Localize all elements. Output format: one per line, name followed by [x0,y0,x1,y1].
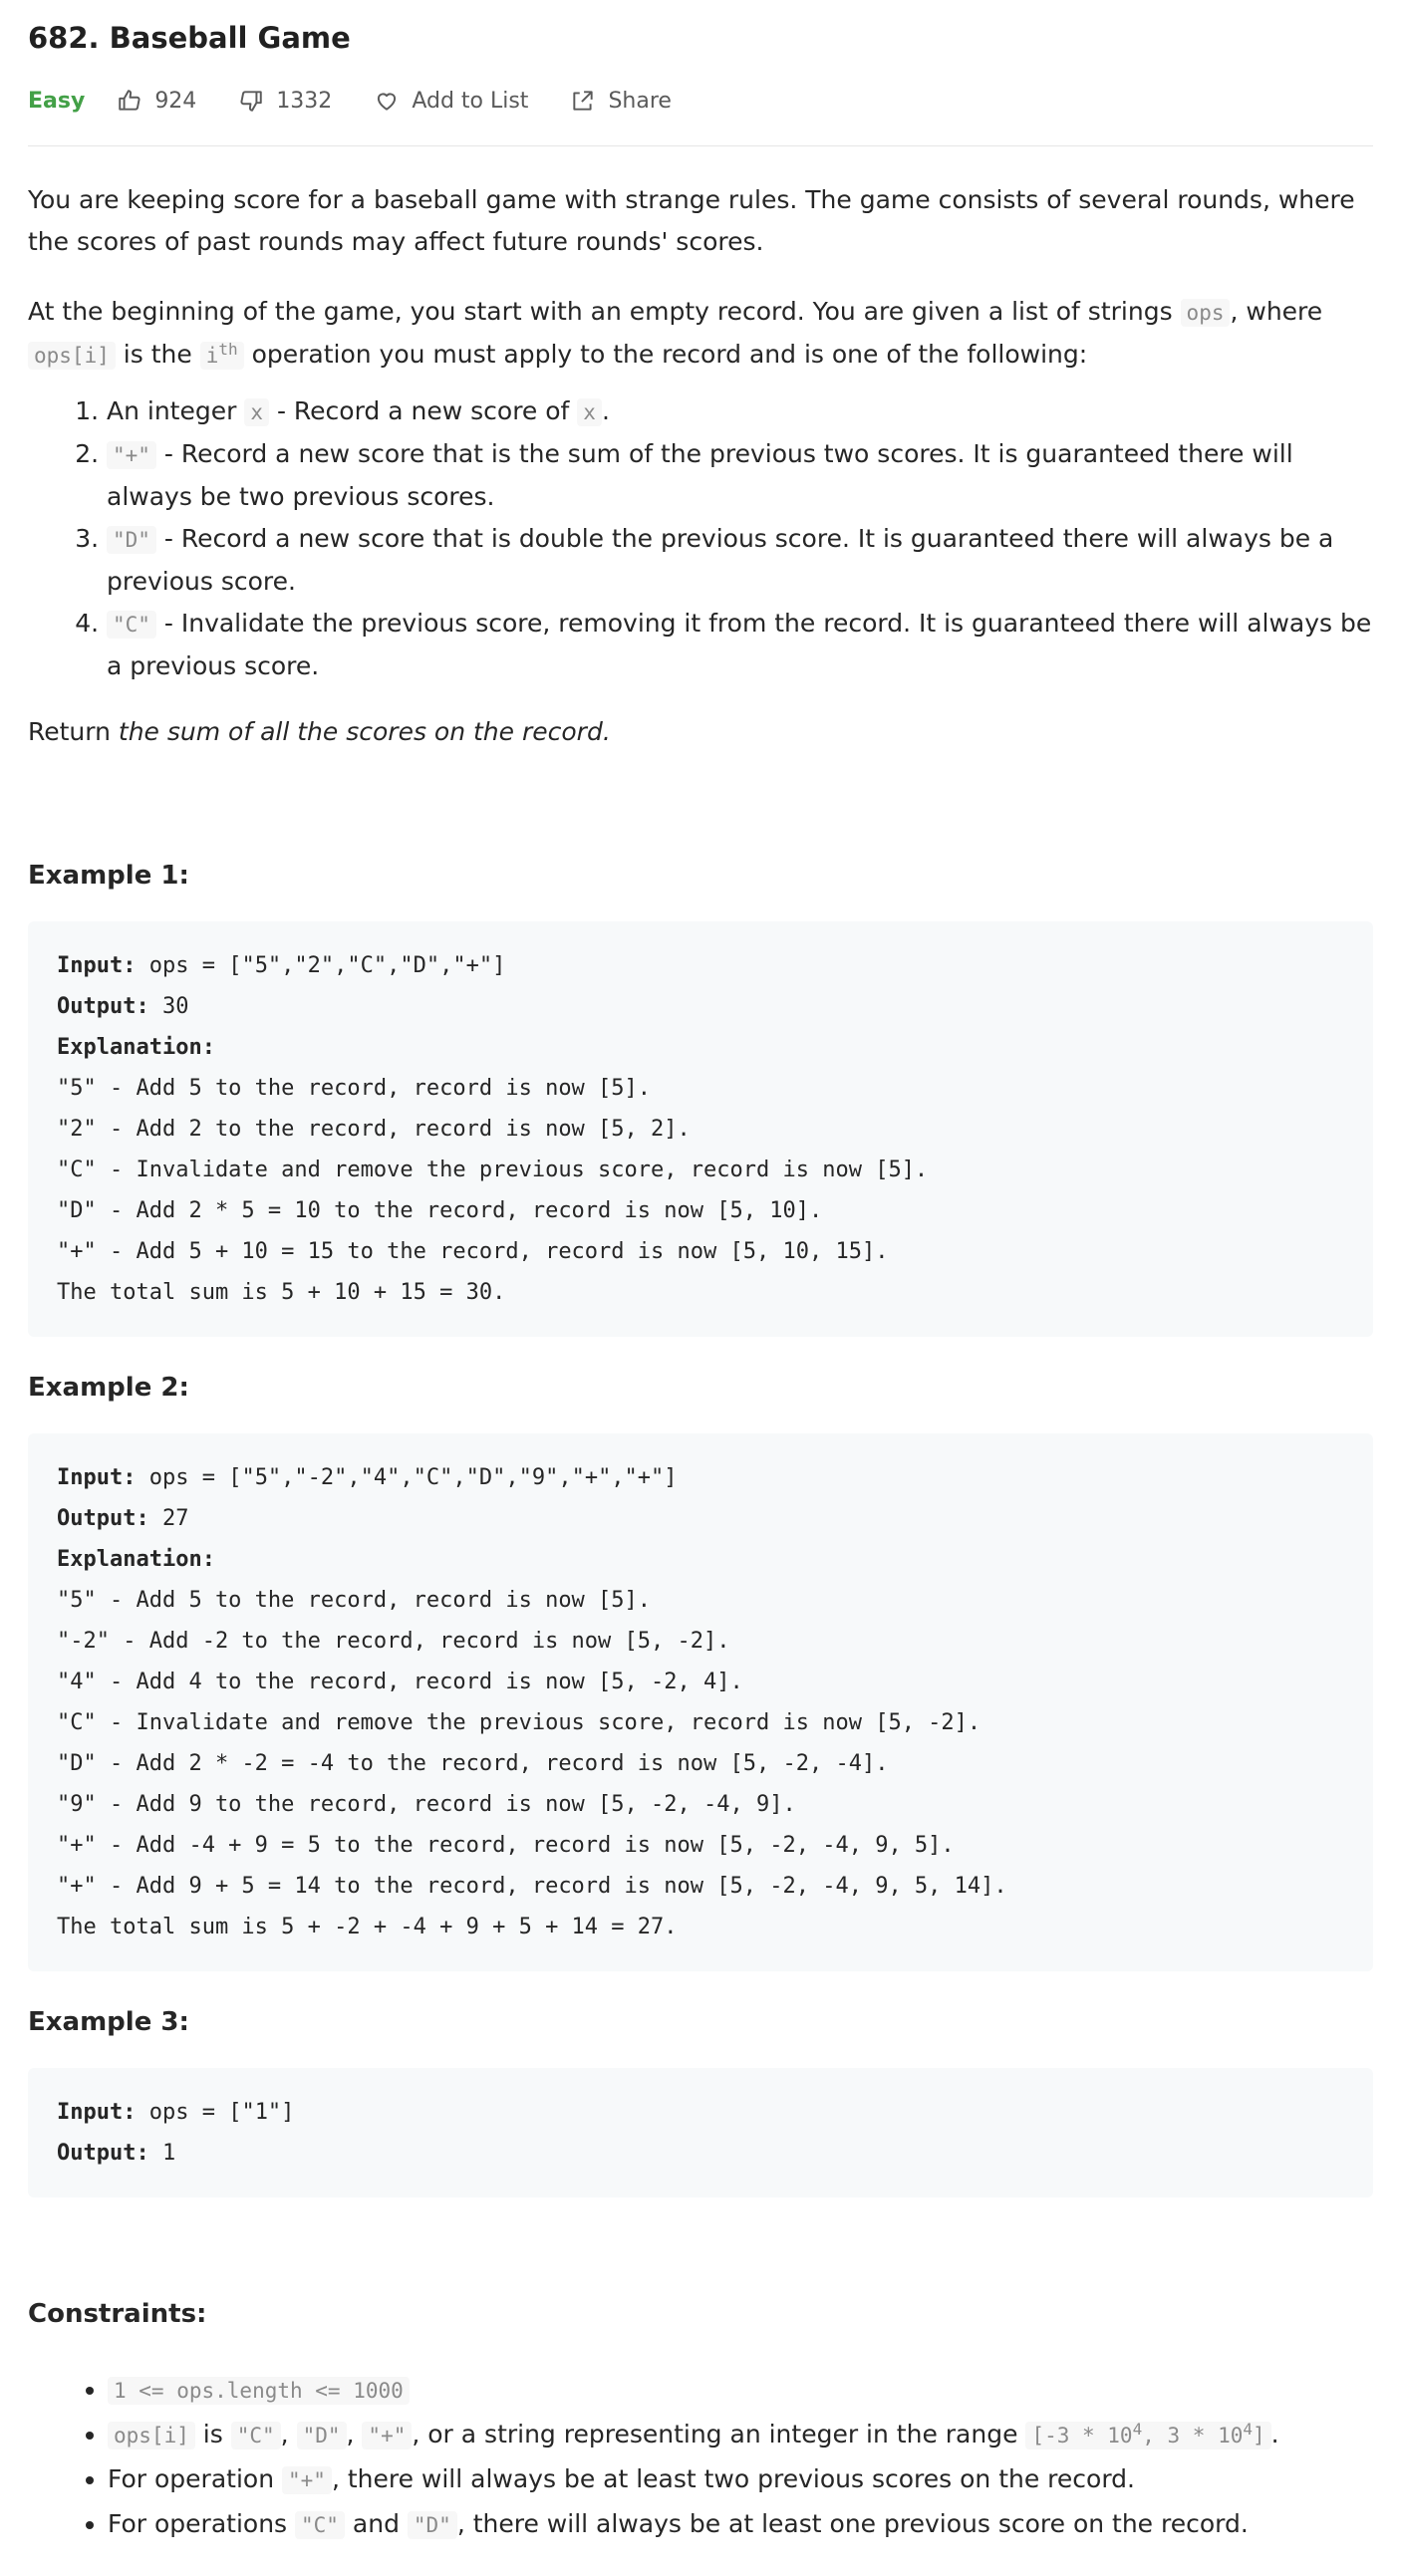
like-button[interactable] [117,88,196,114]
explanation-label: Explanation: [57,1547,215,1572]
op-text: . [601,396,610,425]
explanation-line: "C" - Invalidate and remove the previous score, record is now [5, -2]. [57,1710,981,1735]
thumbs-down-icon [238,88,264,114]
superscript: 4 [1132,2420,1143,2439]
return-emphasis: the sum of all the scores on the record. [118,717,611,746]
op-text: - Record a new score of [269,396,578,425]
range-part: ] [1253,2424,1265,2447]
constraint-text: , there will always be at least two previous scores on the record. [331,2464,1135,2493]
explanation-line: "D" - Add 2 * -2 = -4 to the record, record is now [5, -2, -4]. [57,1751,889,1776]
inline-code: "+" [282,2466,332,2494]
constraint-item [108,2457,1373,2502]
inline-code: x [577,398,602,426]
explanation-line: "+" - Add -4 + 9 = 5 to the record, record is now [5, -2, -4, 9, 5]. [57,1833,955,1858]
constraint-text: For operations [108,2509,296,2538]
constraint-item [108,2368,1373,2413]
inline-code: 1 <= ops.length <= 1000 [108,2377,410,2405]
explanation-line: "+" - Add 9 + 5 = 14 to the record, record is now [5, -2, -4, 9, 5, 14]. [57,1874,1007,1899]
constraint-text: , [280,2420,297,2448]
op-text: An integer [107,396,245,425]
operation-item [107,433,1373,518]
inline-code: ops[i] [108,2422,195,2449]
example-1-block [28,921,1373,1337]
constraint-text: is [194,2420,231,2448]
return-paragraph [28,711,1373,753]
input-value: ops = ["5","-2","4","C","D","9","+","+"] [136,1465,678,1490]
constraint-text: . [1270,2420,1279,2448]
explanation-line: "5" - Add 5 to the record, record is now [5]. [57,1588,652,1613]
record-text: operation you must apply to the record and is one of the following: [243,340,1088,369]
input-value: ops = ["5","2","C","D","+"] [136,953,506,978]
intro-paragraph: You are keeping score for a baseball game with strange rules. The game consists of several rounds, where the scores of past rounds may affect future rounds' scores. [28,185,1355,256]
inline-code [200,342,244,370]
dislike-count: 1332 [276,88,333,114]
inline-code [1025,2422,1270,2449]
example-3-block [28,2068,1373,2197]
range-part: , 3 * 10 [1142,2424,1244,2447]
heart-icon [374,88,400,114]
return-text: Return [28,717,119,746]
inline-code: "D" [297,2422,347,2449]
explanation-line: "5" - Add 5 to the record, record is now [5]. [57,1076,652,1101]
superscript: th [218,340,238,359]
header-divider [28,145,1373,146]
inline-code: "C" [231,2422,281,2449]
inline-code: "D" [408,2511,457,2539]
problem-meta-bar [28,81,1401,121]
problem-title: 682. Baseball Game [28,21,351,55]
record-text: At the beginning of the game, you start with an empty record. You are given a list of strings [28,297,1181,326]
explanation-line: The total sum is 5 + 10 + 15 = 30. [57,1280,506,1305]
explanation-line: "4" - Add 4 to the record, record is now [5, -2, 4]. [57,1670,743,1694]
example-2-heading: Example 2: [28,1373,189,1403]
constraint-item [108,2413,1373,2457]
difficulty-badge: Easy [28,88,86,114]
input-label: Input: [57,1465,137,1490]
problem-description [28,179,1373,2547]
share-label: Share [608,88,672,114]
op-text: - Record a new score that is double the previous score. It is guaranteed there will always be a previous score. [107,524,1334,596]
constraint-item [108,2502,1373,2547]
op-text: - Invalidate the previous score, removing it from the record. It is guaranteed there will always be a previous score. [107,609,1372,680]
superscript: 4 [1243,2420,1254,2439]
range-part: [-3 * 10 [1031,2424,1133,2447]
operation-item [107,390,1373,433]
constraint-text: and [344,2509,408,2538]
output-label: Output: [57,1506,149,1531]
inline-code: "C" [295,2511,345,2539]
constraints-list [28,2368,1373,2547]
add-to-list-button[interactable] [374,88,528,114]
inline-code: "C" [107,611,156,639]
example-1-heading: Example 1: [28,861,189,891]
explanation-line: "C" - Invalidate and remove the previous score, record is now [5]. [57,1158,929,1182]
explanation-line: The total sum is 5 + -2 + -4 + 9 + 5 + 14 = 27. [57,1915,678,1939]
constraint-text: , there will always be at least one previous score on the record. [456,2509,1249,2538]
explanation-line: "-2" - Add -2 to the record, record is now [5, -2]. [57,1629,730,1654]
output-label: Output: [57,2141,149,2166]
explanation-label: Explanation: [57,1035,215,1060]
share-icon [570,88,596,114]
record-paragraph [28,291,1373,377]
share-button[interactable] [570,88,672,114]
operation-item [107,603,1373,687]
add-to-list-label: Add to List [412,88,529,114]
problem-page [28,18,1401,2547]
output-value: 27 [148,1506,189,1531]
thumbs-up-icon [117,88,142,114]
like-count: 924 [154,88,197,114]
constraints-heading: Constraints: [28,2299,207,2329]
input-value: ops = ["1"] [136,2100,295,2125]
output-value: 30 [148,994,189,1019]
inline-code: "+" [107,441,156,469]
operation-item [107,518,1373,603]
inline-code: "D" [107,526,156,554]
operations-list [28,390,1373,687]
inline-code: ops [1181,299,1231,327]
example-2-block [28,1433,1373,1971]
inline-code: ops[i] [28,342,116,370]
output-label: Output: [57,994,149,1019]
op-text: - Record a new score that is the sum of the previous two scores. It is guaranteed there will always be two previous scores. [107,439,1293,511]
record-text: is the [115,340,200,369]
input-label: Input: [57,953,137,978]
inline-code: x [244,398,269,426]
example-3-heading: Example 3: [28,2007,189,2037]
constraint-text: , [346,2420,363,2448]
inline-code: "+" [362,2422,412,2449]
constraint-text: , or a string representing an integer in the range [412,2420,1026,2448]
explanation-line: "9" - Add 9 to the record, record is now [5, -2, -4, 9]. [57,1792,796,1817]
constraint-text: For operation [108,2464,282,2493]
explanation-line: "+" - Add 5 + 10 = 15 to the record, record is now [5, 10, 15]. [57,1239,889,1264]
output-value: 1 [148,2141,176,2166]
dislike-button[interactable] [238,88,332,114]
explanation-line: "2" - Add 2 to the record, record is now [5, 2]. [57,1117,691,1142]
record-text: , where [1230,297,1323,326]
explanation-line: "D" - Add 2 * 5 = 10 to the record, record is now [5, 10]. [57,1198,823,1223]
inline-code-text: i [205,344,219,368]
input-label: Input: [57,2100,137,2125]
